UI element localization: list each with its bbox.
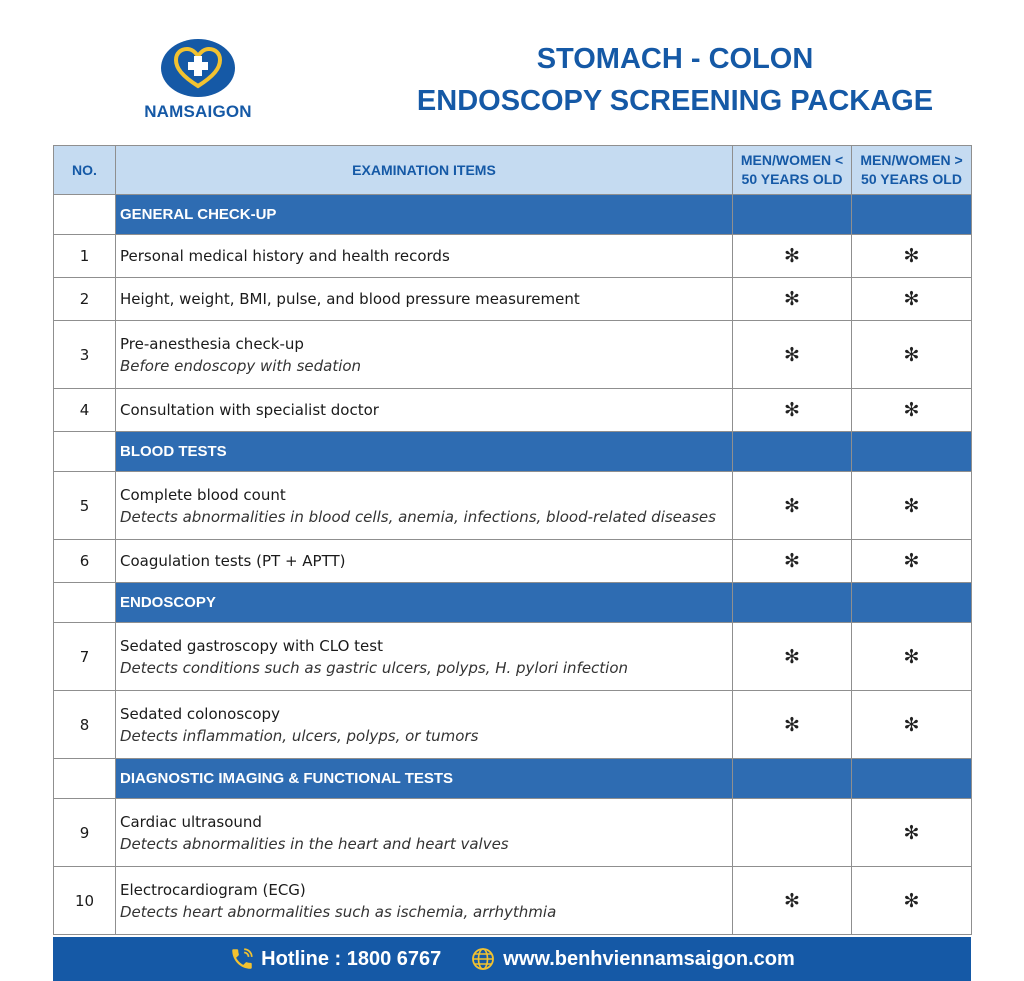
- row-item: [116, 540, 733, 583]
- mark-over-50: ✻: [852, 540, 972, 583]
- mark-over-50: ✻: [852, 278, 972, 321]
- row-number: 4: [54, 389, 116, 432]
- item-title: Personal medical history and health records: [120, 247, 450, 265]
- mark-under-50: ✻: [733, 623, 852, 691]
- section-diagnostic-imaging: [54, 759, 972, 799]
- mark-over-50: ✻: [852, 691, 972, 759]
- table-row: [54, 867, 972, 935]
- row-number: 10: [54, 867, 116, 935]
- table-row: [54, 235, 972, 278]
- website-text: www.benhviennamsaigon.com: [503, 947, 795, 970]
- mark-under-50: [733, 799, 852, 867]
- table-row: [54, 799, 972, 867]
- page-title: [380, 38, 970, 122]
- hotline[interactable]: [229, 946, 441, 972]
- row-number: 7: [54, 623, 116, 691]
- section-general-check-up: [54, 195, 972, 235]
- row-item: [116, 867, 733, 935]
- hotline-text: Hotline : 1800 6767: [261, 947, 442, 970]
- item-title: Sedated colonoscopy: [120, 704, 280, 723]
- row-number: 6: [54, 540, 116, 583]
- mark-over-50: ✻: [852, 235, 972, 278]
- mark-under-50: ✻: [733, 867, 852, 935]
- heart-cross-icon: [160, 38, 236, 98]
- section-label: GENERAL CHECK-UP: [116, 195, 733, 235]
- item-title: Sedated gastroscopy with CLO test: [120, 636, 383, 655]
- header-over-50: MEN/WOMEN > 50 YEARS OLD: [852, 146, 972, 195]
- item-title: Pre-anesthesia check-up: [120, 334, 304, 353]
- table-row: [54, 540, 972, 583]
- row-number: 3: [54, 321, 116, 389]
- row-item: [116, 472, 733, 540]
- item-description: Detects abnormalities in blood cells, anemia, infections, blood-related diseases: [120, 507, 716, 526]
- table-row: [54, 321, 972, 389]
- mark-under-50: ✻: [733, 472, 852, 540]
- brand-name: NAMSAIGON: [144, 102, 252, 121]
- item-description: Detects inflammation, ulcers, polyps, or tumors: [120, 726, 479, 745]
- item-description: Detects conditions such as gastric ulcers, polyps, H. pylori infection: [120, 658, 629, 677]
- section-label: BLOOD TESTS: [116, 432, 733, 472]
- row-item: [116, 321, 733, 389]
- header-no: NO.: [54, 146, 116, 195]
- mark-over-50: ✻: [852, 389, 972, 432]
- item-title: Complete blood count: [120, 485, 286, 504]
- section-endoscopy: [54, 583, 972, 623]
- item-description: Detects abnormalities in the heart and heart valves: [120, 834, 509, 853]
- table-header-row: [54, 146, 972, 195]
- row-item: [116, 235, 733, 278]
- brand-logo: [142, 38, 254, 122]
- header-under-50: MEN/WOMEN < 50 YEARS OLD: [733, 146, 852, 195]
- table-row: [54, 278, 972, 321]
- table-row: [54, 623, 972, 691]
- item-title: Consultation with specialist doctor: [120, 401, 379, 419]
- section-label: DIAGNOSTIC IMAGING & FUNCTIONAL TESTS: [116, 759, 733, 799]
- mark-over-50: ✻: [852, 623, 972, 691]
- footer-bar: [53, 937, 971, 981]
- row-item: [116, 278, 733, 321]
- mark-over-50: ✻: [852, 799, 972, 867]
- row-item: [116, 623, 733, 691]
- table-row: [54, 472, 972, 540]
- item-title: Height, weight, BMI, pulse, and blood pressure measurement: [120, 290, 580, 308]
- header-items: EXAMINATION ITEMS: [116, 146, 733, 195]
- website-link[interactable]: [471, 947, 795, 971]
- mark-under-50: ✻: [733, 235, 852, 278]
- mark-under-50: ✻: [733, 540, 852, 583]
- mark-over-50: ✻: [852, 867, 972, 935]
- mark-under-50: ✻: [733, 278, 852, 321]
- mark-under-50: ✻: [733, 691, 852, 759]
- globe-icon: [471, 947, 495, 971]
- item-description: Detects heart abnormalities such as ischemia, arrhythmia: [120, 902, 557, 921]
- section-blood-tests: [54, 432, 972, 472]
- row-number: 1: [54, 235, 116, 278]
- mark-over-50: ✻: [852, 472, 972, 540]
- table-row: [54, 389, 972, 432]
- mark-under-50: ✻: [733, 389, 852, 432]
- row-number: 2: [54, 278, 116, 321]
- item-description: Before endoscopy with sedation: [120, 356, 362, 375]
- mark-over-50: ✻: [852, 321, 972, 389]
- phone-icon: [229, 946, 255, 972]
- item-title: Cardiac ultrasound: [120, 812, 262, 831]
- title-line-1: STOMACH - COLON: [536, 43, 814, 75]
- table-row: [54, 691, 972, 759]
- title-line-2: ENDOSCOPY SCREENING PACKAGE: [416, 85, 934, 117]
- row-number: 9: [54, 799, 116, 867]
- row-number: 5: [54, 472, 116, 540]
- item-title: Coagulation tests (PT + APTT): [120, 552, 346, 570]
- row-item: [116, 389, 733, 432]
- item-title: Electrocardiogram (ECG): [120, 880, 306, 899]
- examination-table: [53, 145, 972, 935]
- section-label: ENDOSCOPY: [116, 583, 733, 623]
- mark-under-50: ✻: [733, 321, 852, 389]
- row-item: [116, 799, 733, 867]
- row-number: 8: [54, 691, 116, 759]
- row-item: [116, 691, 733, 759]
